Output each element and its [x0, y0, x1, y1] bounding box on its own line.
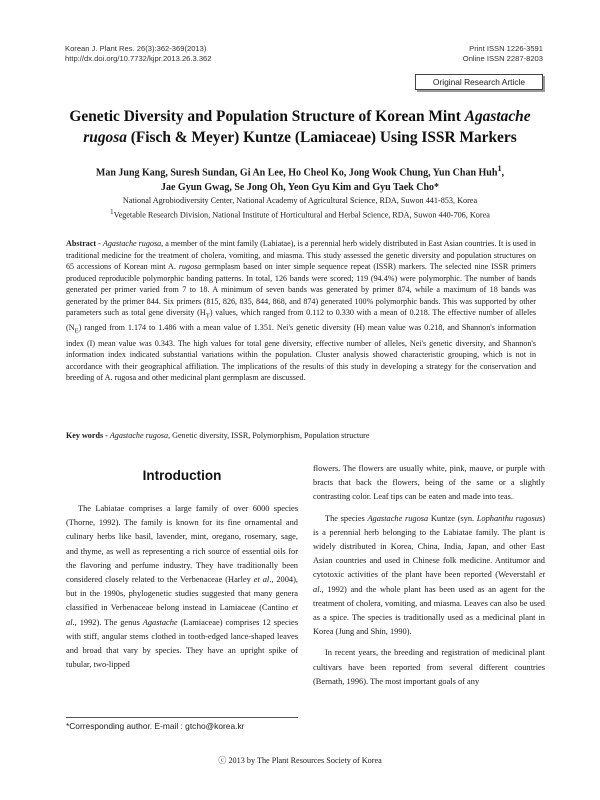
et-al: et al — [253, 575, 270, 585]
author-list: Man Jung Kang, Suresh Sundan, Gi An Lee, Ho Cheol Ko, Jong Wook Chung, Yun Chan Huh$^1$, Jae Gyun Gwag, Se Jong Oh, Yeon Gyu Kim and Gyu Taek Cho* — [60, 161, 540, 195]
journal-header — [65, 44, 212, 63]
title-text: Genetic Diversity and Population Structure of Korean Mint — [69, 108, 465, 125]
abstract — [66, 238, 536, 384]
abstract-text: , a member of the mint family (Labiatae), is a perennial herb widely distributed in East Asian countries. It is used in traditional medicine for the treatment of cholera, vomiting, and miasma. This study assessed the genetic diversity and population structures on 65 accessions of Korean mint A. — [66, 239, 536, 272]
abstract-text: ) values, which ranged from 0.112 to 0.330 with a mean of 0.218. The effective number of alleles (N — [66, 308, 536, 333]
intro-paragraph-1-continued: flowers. The flowers are usually white, pink, mauve, or purple with bracts that back the flowers, being of the same or a slightly contrasting color. Leaf tips can be eaten and made into teas. — [313, 464, 545, 502]
text: (Lamiaceae) comprises 12 species with stiff, angular stems clothed in tooth-edged lance-shaped leaves and broad that vary by species. They have an upright spike of tubular, two-lipped — [66, 617, 298, 670]
genus-name: Agastache — [142, 617, 178, 627]
text: ., 1992) and the whole plant has been used as an agent for the treatment of cholera, vomiting, and miasma. Leaves can also be used as a spice. The species is traditionally used as a medicinal plant in Korea (Jung and Shin, 1990). — [313, 584, 545, 637]
paper-title — [58, 106, 542, 148]
text: The Labiatae comprises a large family of over 6000 species (Thorne, 1992). The family is known for its fine ornamental and culinary herbs like basil, lavender, mint, oregano, rosemary, sage, and thyme, as well as representing a rich source of essential oils for the flavoring and perfume industry. They have traditionally been considered closely related to the Verbenaceae (Harley — [66, 504, 298, 585]
text: The species — [325, 513, 368, 523]
abstract-sep: - — [96, 239, 103, 248]
authors-line-2: Jae Gyun Gwag, Se Jong Oh, Yeon Gyu Kim and Gyu Taek Cho* — [160, 182, 440, 194]
doi-link[interactable]: http://dx.doi.org/10.7732/kjpr.2013.26.3.362 — [65, 53, 212, 63]
text: ., 2004), but in the 1990s, phylogenetic studies suggested that many genera classified in Verbenaceae belong instead in Lamiaceae (Cantino — [66, 575, 298, 613]
authors-line-1: Man Jung Kang, Suresh Sundan, Gi An Lee, Ho Cheol Ko, Jong Wook Chung, Yun Chan Huh — [95, 167, 498, 179]
abstract-text: germplasm based on inter simple sequence repeat (ISSR) markers. The selected nine ISSR primers produced reproducible polymorphic banding patterns. In total, 126 bands were scored; 119 (94.4%) were polymorphic. The number of bands generated per primer varied from 7 to 18. A minimum of seven bands was generated by primer 874, while a maximum of 18 bands was generated by the primer 844. Six primers (815, 826, 835, 844, 868, and 874) generated 100% polymorphic bands. This was supported by other parameters such as total gene diversity (H — [66, 262, 536, 318]
title-species: Agastache rugosa — [83, 108, 531, 146]
affiliation-2: Vegetable Research Division, National Institute of Horticultural and Herbal Science, RDA, Suwon 440-706, Korea — [113, 210, 490, 220]
intro-paragraph-2 — [313, 512, 545, 640]
intro-paragraph-1 — [66, 502, 298, 672]
text: Kuntze (syn. — [428, 513, 477, 523]
footnote-divider — [66, 717, 298, 718]
issn-header — [463, 44, 543, 63]
keyword-species: Agastache rugosa — [109, 431, 169, 440]
text: ) is a perennial herb belonging to the Labiatae family. The plant is widely distributed in Korea, China, India, Japan, and other East Asian countries and used in Chinese folk medicine. Antitumor and cytotoxic activities of the plant have been reported (Weverstahl — [313, 513, 546, 580]
journal-citation: Korean J. Plant Res. 26(3):362-369(2013) — [65, 44, 207, 53]
subscript-e: E — [74, 328, 79, 336]
copyright-footer: ⓒ 2013 by The Plant Resources Society of Korea — [218, 756, 382, 765]
intro-column-left — [66, 502, 298, 672]
print-issn: Print ISSN 1226-3591 — [469, 44, 543, 53]
abstract-text: ) ranged from 1.174 to 1.486 with a mean value of 1.351. Nei's genetic diversity (H) mean value was 0.218, and Shannon's information index (I) mean value was 0.343. The high values for total gene diversity, effective number of alleles, Nei's genetic diversity, and Shannon's information index indicated substantial variations within the population. Cluster analysis showed characteristic grouping, which is not in accordance with their geographical affiliation. The implications of the results of this study in developing a strategy for the conservation and breeding of A. rugosa and other medicinal plant germplasm are discussed. — [66, 323, 536, 383]
synonym-name: Lophanthu rugosus — [476, 513, 543, 523]
et-al: et al — [313, 570, 545, 594]
affiliation-1: National Agrobiodiversity Center, National Academy of Agricultural Science, RDA, Suwon 441-853, Korea — [122, 196, 478, 205]
intro-paragraph-3: In recent years, the breeding and registration of medicinal plant cultivars have been reported from several different countries (Bernath, 1996). The most important goals of any — [313, 648, 545, 686]
footnote-email[interactable]: E-mail : gtcho@korea.kr — [152, 721, 245, 731]
species-name: Agastache rugosa — [367, 513, 429, 523]
et-al: et al — [66, 603, 298, 627]
intro-column-right — [313, 462, 545, 689]
footnote-label: *Corresponding author. — [66, 721, 153, 731]
corresponding-author-footnote — [66, 721, 244, 732]
title-text-rest: (Fisch & Meyer) Kuntze (Lamiaceae) Using ISSR Markers — [126, 129, 517, 146]
abstract-species: Agastache rugosa — [102, 239, 162, 248]
keywords-list: , Genetic diversity, ISSR, Polymorphism, Population structure — [168, 431, 370, 440]
subscript-t: T — [205, 312, 210, 320]
abstract-rugosa: rugosa — [178, 262, 202, 272]
section-heading-introduction: Introduction — [142, 468, 222, 483]
article-type-badge: Original Research Article — [415, 74, 543, 90]
abstract-label: Abstract — [66, 239, 97, 248]
online-issn: Online ISSN 2287-8203 — [462, 53, 543, 63]
keywords — [66, 430, 536, 442]
affiliation-mark: 1 — [110, 208, 114, 216]
keywords-label: Key words - — [66, 431, 110, 440]
text: ., 1992). The genus — [72, 617, 143, 627]
affiliations — [60, 195, 540, 221]
author-affil-mark: 1 — [497, 164, 502, 173]
